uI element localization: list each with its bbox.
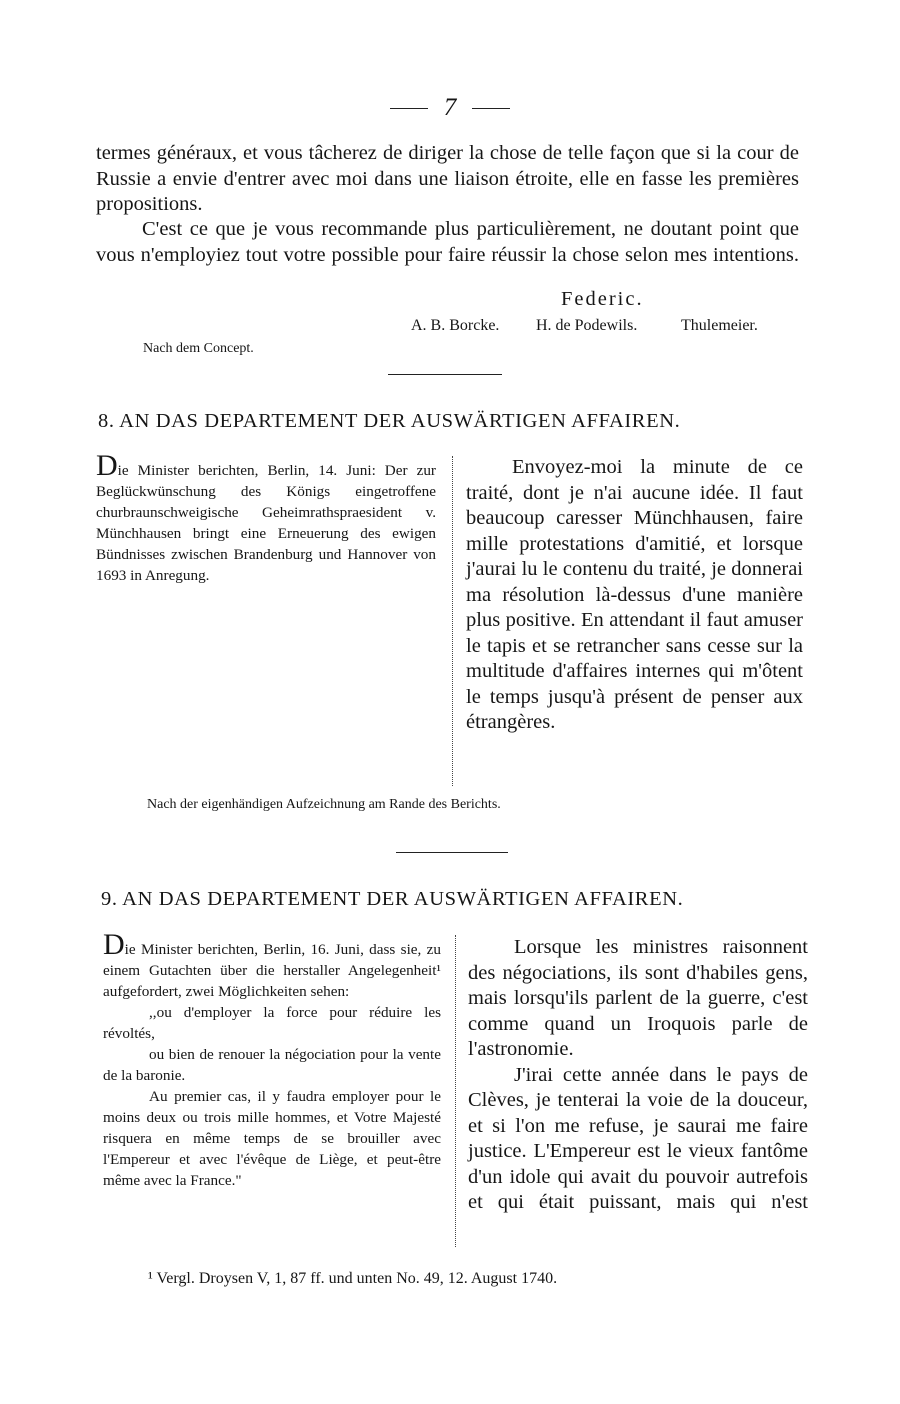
footnote: ¹ Vergl. Droysen V, 1, 87 ff. und unten No. 49, 12. August 1740. (148, 1270, 558, 1287)
section-9-heading: 9. AN DAS DEPARTEMENT DER AUSWÄRTIGEN AFFAIREN. (101, 888, 684, 910)
section-9-column-divider (455, 935, 456, 1247)
section-9-summary-initial: D (103, 928, 125, 961)
section-8-source-note: Nach der eigenhändigen Aufzeichnung am Rande des Berichts. (147, 797, 501, 812)
separator-rule-2 (396, 852, 508, 853)
cosigner-thulemeier: Thulemeier. (681, 317, 758, 334)
section-8-summary-text: ie Minister berichten, Berlin, 14. Juni: Der zur Beglückwünschung des Königs eingetroffene churbraunschweigische Geheimrathspraesident v. Münchhausen bringt eine Erneuerung des ewigen Bündnisses zwischen Brandenburg und Hannover von 1693 in Anregung. (96, 462, 436, 584)
section-9-letter-paragraph-2: J'irai cette année dans le pays de Clèves, je tenterai la voie de la douceur, et si l'on me refuse, je saurai me faire justice. L'Empereur est le vieux fantôme d'un idole qui avait du pouvoir autrefois et qui était puissant, mais qui n'est (468, 1063, 808, 1213)
intro-paragraph-2: C'est ce que je vous recommande plus particulièrement, ne doutant point que vous n'employiez tout votre possible pour faire réussir la chose selon mes intentions. (96, 218, 799, 266)
section-8-column-divider (452, 456, 453, 786)
page-number-row (0, 94, 900, 128)
section-9-summary-quote-3: Au premier cas, il y faudra employer pour le moins deux ou trois mille hommes, et Votre Majesté risquera en même temps de se brouiller avec l'Empereur et avec l'évêque de Liège, et peut-être même avec la France." (103, 1088, 441, 1189)
section-9-summary-intro (103, 928, 441, 1002)
separator-rule (388, 374, 502, 375)
page-number: 7 (443, 94, 457, 121)
section-8-heading: 8. AN DAS DEPARTEMENT DER AUSWÄRTIGEN AFFAIREN. (98, 410, 681, 432)
section-9-letter-paragraph-1: Lorsque les ministres raisonnent des négociations, ils sont d'habiles gens, mais lorsqu'ils parlent de la guerre, c'est comme quand un Iroquois parle de l'astronomie. (468, 936, 808, 1060)
section-9-summary-quote-1: ,,ou d'employer la force pour réduire les révoltés, (103, 1004, 441, 1042)
section-8-letter: Envoyez-moi la minute de ce traité, dont je n'ai aucune idée. Il faut beaucoup caresser Münchhausen, faire mille protestations d'amitié, et lorsque j'aurai lu le contenu du traité, je donnerai ma résolution là-dessus d'une manière plus positive. En attendant il faut amuser le tapis et se retrancher sans cesse sur la multitude d'affaires internes qui m'ôtent le temps jusqu'à présent de penser aux étrangères. (466, 456, 803, 733)
section-9-summary-quote-2: ou bien de renouer la négociation pour la vente de la baronie. (103, 1046, 441, 1084)
section-9-letter (468, 935, 808, 1216)
cosigner-borcke: A. B. Borcke. (411, 317, 500, 334)
section-8-summary-initial: D (96, 449, 118, 482)
page-number-dash-right (472, 108, 510, 109)
signature-name: Federic. (561, 288, 644, 310)
section-9-summary (103, 928, 441, 1191)
page-number-dash-left (390, 108, 428, 109)
cosigner-podewils: H. de Podewils. (536, 317, 638, 334)
section-9-summary-text: ie Minister berichten, Berlin, 16. Juni, dass sie, zu einem Gutachten über die herstaller Angelegenheit¹ aufgefordert, zwei Möglichkeiten sehen: (103, 941, 441, 1000)
source-note-concept: Nach dem Concept. (143, 341, 254, 356)
intro-paragraph-1: termes généraux, et vous tâcherez de diriger la chose de telle façon que si la cour de Russie a envie d'entrer avec moi dans une liaison étroite, elle en fasse les premières propositions. (96, 142, 799, 215)
section-8-summary (96, 449, 436, 586)
